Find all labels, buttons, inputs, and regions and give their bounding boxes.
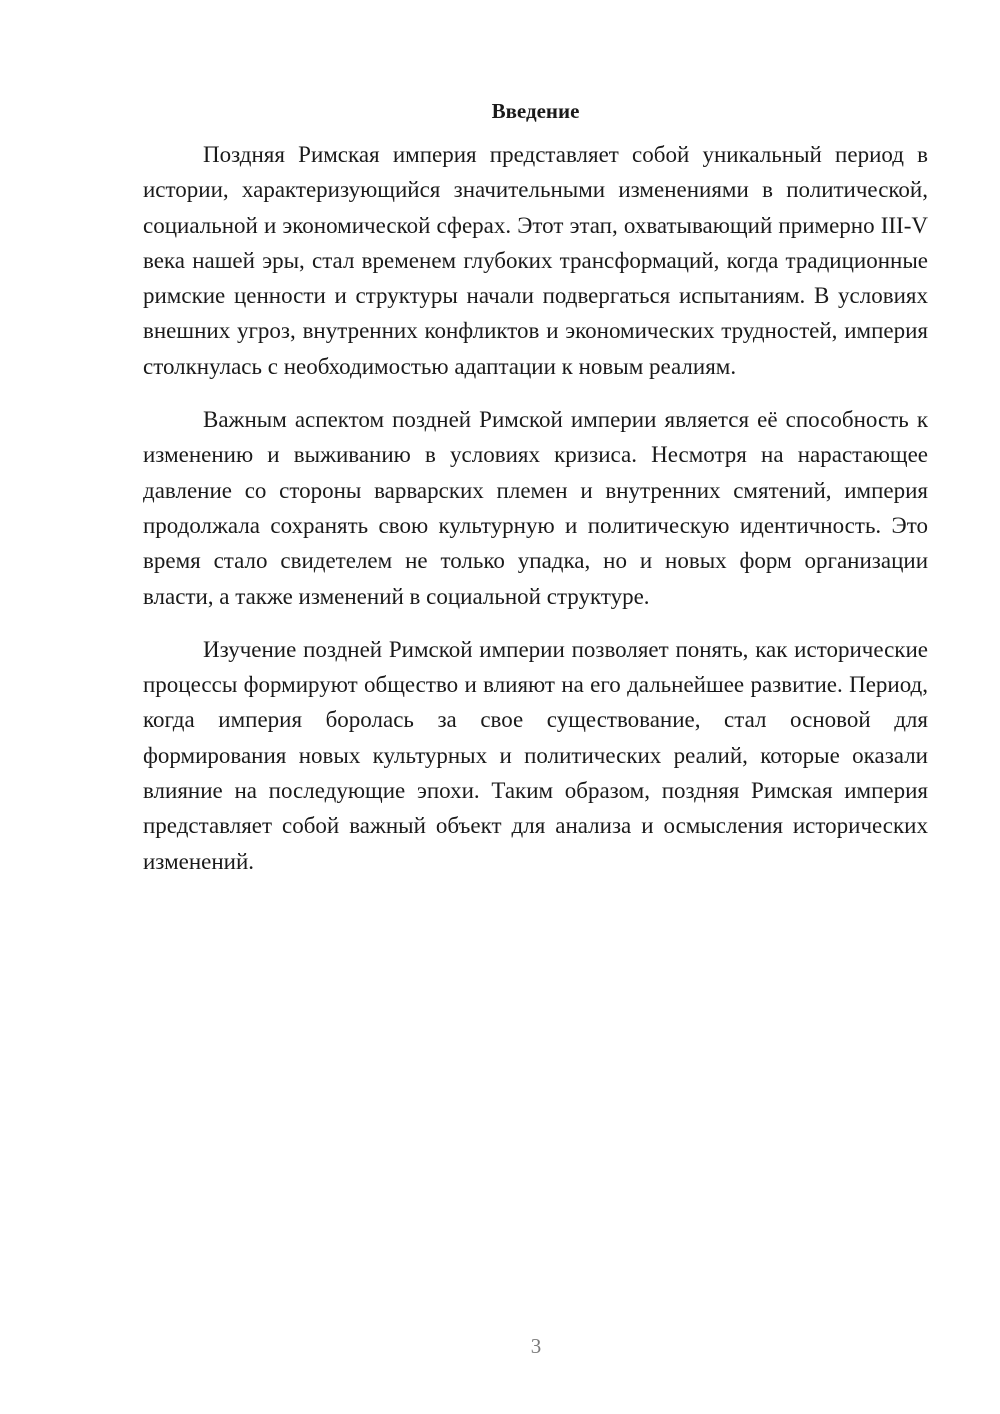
paragraph-1: Поздняя Римская империя представляет собой уникальный период в истории, характеризующийся значительными изменениями в политической, социальной и экономической сферах. Этот этап, охватывающий примерно III-V века нашей эры, стал временем глубоких трансформаций, когда традиционные римские ценности и структуры начали подвергаться испытаниям. В условиях внешних угроз, внутренних конфликтов и экономических трудностей, империя столкнулась с необходимостью адаптации к новым реалиям.: [143, 142, 928, 379]
page-body: [143, 96, 928, 879]
page-number: 3: [530, 1334, 542, 1358]
paragraph-2: Важным аспектом поздней Римской империи является её способность к изменению и выживанию в условиях кризиса. Несмотря на нарастающее давление со стороны варварских племен и внутренних смятений, империя продолжала сохранять свою культурную и политическую идентичность. Это время стало свидетелем не только упадка, но и новых форм организации власти, а также изменений в социальной структуре.: [143, 407, 928, 609]
section-heading: Введение: [491, 99, 580, 123]
paragraph-3: Изучение поздней Римской империи позволяет понять, как исторические процессы формируют общество и влияют на его дальнейшее развитие. Период, когда империя боролась за свое существование, стал основой для формирования новых культурных и политических реалий, которые оказали влияние на последующие эпохи. Таким образом, поздняя Римская империя представляет собой важный объект для анализа и осмысления исторических изменений.: [143, 636, 928, 874]
